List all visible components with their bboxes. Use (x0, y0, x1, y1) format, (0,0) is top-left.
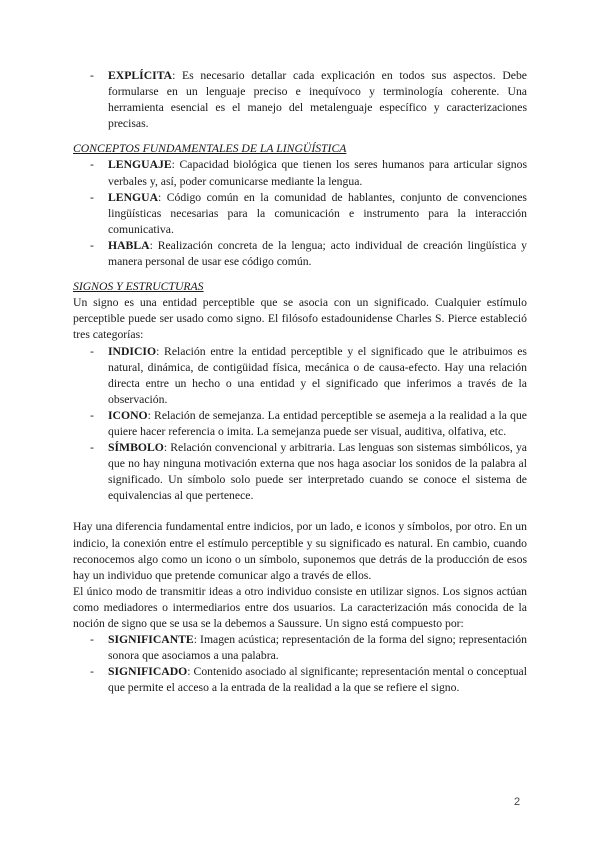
bullet-dash: - (90, 158, 94, 172)
term-indicio: INDICIO (108, 344, 157, 358)
bullet-dash: - (90, 238, 94, 252)
section-heading-signos: SIGNOS Y ESTRUCTURAS (73, 280, 204, 294)
list-item (73, 68, 527, 132)
bullet-dash: - (90, 633, 94, 647)
list-categorias (73, 344, 527, 505)
list-item (73, 344, 527, 408)
list-item (73, 440, 527, 504)
definition-text: : Relación de semejanza. La entidad perceptible se asemeja a la realidad a la que quiere hacer referencia o imita. La semejanza puede ser visual, auditiva, olfativa, etc. (108, 408, 527, 438)
list-saussure (73, 632, 527, 696)
list-item (73, 408, 527, 440)
term-lengua: LENGUA (108, 190, 159, 204)
term-significante: SIGNIFICANTE (108, 633, 194, 647)
bullet-dash: - (90, 69, 94, 82)
paragraph-signos-intro: Un signo es una entidad perceptible que se asocia con un significado. Cualquier estímulo perceptible puede ser usado como signo. El filósofo estadounidense Charles S. Pierce estableció tres categorías: (73, 296, 527, 342)
definition-text: : Capacidad biológica que tienen los seres humanos para articular signos verbales y, así, poder comunicarse mediante la lengua. (108, 158, 527, 188)
paragraph-spacer (73, 504, 527, 519)
page-number: 2 (514, 796, 521, 808)
definition-text: : Realización concreta de la lengua; acto individual de creación lingüística y manera personal de usar ese código común. (108, 238, 527, 269)
definition-text: : Imagen acústica; representación de la forma del signo; representación sonora que asociamos a una palabra. (108, 633, 527, 663)
term-lenguaje: LENGUAJE (108, 158, 172, 172)
section-heading-conceptos: CONCEPTOS FUNDAMENTALES DE LA LINGÜÍSTICA (73, 142, 347, 156)
definition-text: : Contenido asociado al significante; representación mental o conceptual que permite el acceso a la entrada de la realidad a la que se refiere el signo. (108, 665, 527, 695)
term-simbolo: SÍMBOLO (108, 441, 164, 455)
bullet-dash: - (90, 190, 94, 204)
bullet-dash: - (90, 408, 94, 422)
list-item (73, 157, 527, 189)
list-item (73, 664, 527, 696)
definition-text: : Relación entre la entidad perceptible y el significado que le atribuimos es natural, dinámica, de contigüidad física, mecánica o de causa-efecto. Hay una relación directa entre un hecho o una entidad y el significado que inferimos a través de la observación. (108, 344, 527, 406)
bullet-dash: - (90, 344, 94, 358)
term-significado: SIGNIFICADO (108, 665, 188, 679)
paragraph-transmitir: El único modo de transmitir ideas a otro individuo consiste en utilizar signos. Los signos actúan como mediadores o intermediarios entre dos usuarios. La caracterización más conocida de la noción de signo que se usa se la debemos a Saussure. Un signo está compuesto por: (73, 584, 527, 630)
term-explicita: EXPLÍCITA (108, 69, 173, 82)
paragraph-diferencia: Hay una diferencia fundamental entre indicios, por un lado, e iconos y símbolos, por otro. En un indicio, la conexión entre el estímulo perceptible y su significado es natural. En cambio, cuando reconocemos algo como un icono o un símbolo, suponemos que detrás de la producción de esos hay un individuo que pretende comunicar algo a través de ellos. (73, 520, 527, 582)
definition-text: : Código común en la comunidad de hablantes, conjunto de convenciones lingüísticas necesarias para la comunicación e instrumento para la interacción comunicativa. (108, 190, 527, 236)
list-item (73, 238, 527, 270)
definition-text: : Es necesario detallar cada explicación en todos sus aspectos. Debe formularse en un lenguaje preciso e inequívoco y terminología coherente. Una herramienta esencial es el manejo del metalenguaje específico y caracterizaciones precisas. (108, 69, 527, 131)
bullet-dash: - (90, 441, 94, 455)
term-icono: ICONO (108, 408, 148, 422)
term-habla: HABLA (108, 238, 150, 252)
list-item (73, 190, 527, 238)
list-item (73, 632, 527, 664)
definition-text: : Relación convencional y arbitraria. Las lenguas son sistemas simbólicos, ya que no hay ninguna motivación externa que nos haga asociar los sonidos de la palabra al significado. Un símbolo solo puede ser interpretado cuando se conoce el sistema de equivalencias al que pertenece. (108, 441, 527, 503)
bullet-dash: - (90, 665, 94, 679)
list-conceptos (73, 157, 527, 270)
list-intro (73, 68, 527, 132)
document-page (73, 68, 527, 696)
